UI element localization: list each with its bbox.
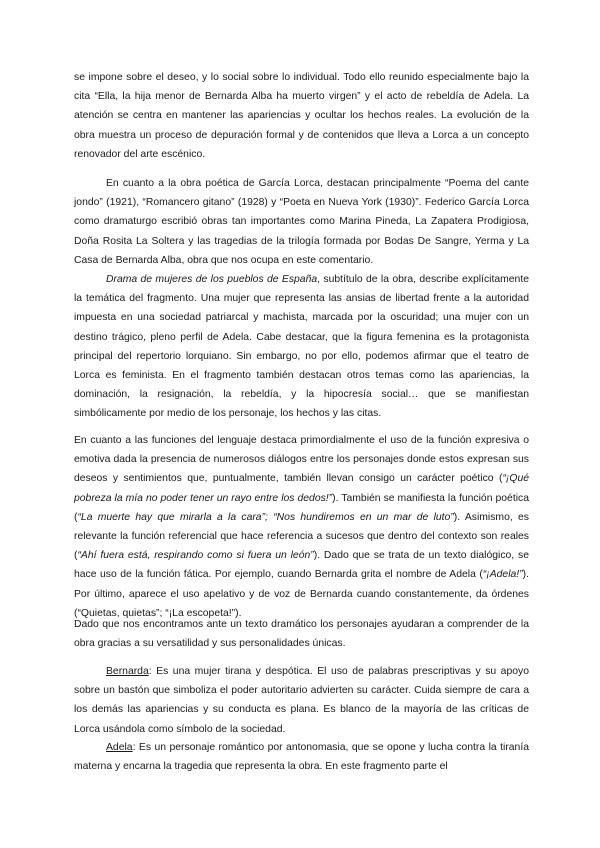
character-name-bernarda: Bernarda xyxy=(106,666,149,677)
lf-text-g: ). Dado que se trata de un texto dialógico, se hace uso de la función fática. Por ejemplo, cuando Bernarda grita el nombre de Adela ( xyxy=(74,550,530,581)
character-name-adela: Adela xyxy=(106,742,133,753)
adela-description: : Es un personaje romántico por antonomasia, que se opone y lucha contra la tiranía materna y encarna la tragedia que representa la obra. En este fragmento parte el xyxy=(74,742,529,773)
bernarda-description: : Es una mujer tirana y despótica. El uso de palabras prescriptivas y su apoyo sobre un bastón que simboliza el poder autoritario advierten su carácter. Cuida siempre de cara a los demás las apariencias y su conducta es plana. Es blanco de la mayoría de las críticas de Lorca usándola como símbolo de la sociedad. xyxy=(74,666,529,735)
paragraph-themes: se impone sobre el deseo, y lo social sobre lo individual. Todo ello reunido especialmente bajo la cita “Ella, la hija menor de Bernarda Alba ha muerto virgen” y el acto de rebeldía de Adela. La atención se centra en mantener las apariencias y ocultar los hechos reales. La evolución de la obra muestra un proceso de depuración formal y de contenidos que lleva a Lorca a un concepto renovador del arte escénico. xyxy=(74,72,529,160)
lf-text-i: ). Por último, aparece el uso apelativo y de voz de Bernarda cuando constantemente, da órdenes (“Quietas, quietas”; “¡La escopeta!”). xyxy=(74,569,529,619)
paragraph-poetic-work: En cuanto a la obra poética de García Lorca, destacan principalmente “Poema del cante jondo” (1921), “Romancero gitano” (1928) y “Poeta en Nueva York (1930)”. Federico García Lorca como dramaturgo escribió obras tan importantes como Marina Pineda, La Zapatera Prodigiosa, Doña Rosita La Soltera y las tragedias de la trilogía formada por Bodas De Sangre, Yerma y La Casa de Bernarda Alba, obra que nos ocupa en este comentario. xyxy=(74,178,529,266)
lf-quote-1: “¡Qué pobreza la mía no poder tener un rayo entre los dedos!” xyxy=(74,473,529,504)
subtitle-italic: Drama de mujeres de los pueblos de España xyxy=(106,274,318,285)
lf-text-a: En cuanto a las funciones del lenguaje destaca primordialmente el uso de la función expresiva o emotiva dada la presencia de numerosos diálogos entre los personajes donde estos expresan sus deseos y sentimientos que, puntualmente, también llevan consigo un carácter poético ( xyxy=(74,435,529,485)
paragraph-bernarda xyxy=(74,662,529,739)
subtitle-rest: , subtítulo de la obra, describe explícitamente la temática del fragmento. Una mujer que representa las ansias de libertad frente a la autoridad impuesta en una sociedad patriarcal y machista, marcada por la oscuridad; una mujer con un destino trágico, pleno perfil de Adela. Cabe destacar, que la figura femenina es la protagonista principal del repertorio lorquiano. Sin embargo, no por ello, podemos afirmar que el teatro de Lorca es feminista. En el fragmento también destacan otros temas como las apariencias, la dominación, la resignación, la rebeldía, y la hipocresía social… que se manifiestan simbólicamente por medio de los personaje, los hechos y las citas. xyxy=(74,274,529,420)
lf-quote-3: “Ahí fuera está, respirando como si fuera un león” xyxy=(77,550,314,562)
paragraph-adela xyxy=(74,738,529,776)
paragraph-characters-intro: Dado que nos encontramos ante un texto dramático los personajes ayudaran a comprender de la obra gracias a su versatilidad y sus personalidades únicas. xyxy=(74,619,529,650)
lf-quote-4: “¡Adela!” xyxy=(482,569,523,581)
lf-text-e: ). Asimismo, es relevante la función referencial que hace referencia a sucesos que dentro del contexto son reales ( xyxy=(74,511,529,562)
paragraph-language-functions xyxy=(74,431,529,623)
lf-text-c: ). También se manifiesta la función poética ( xyxy=(74,492,529,523)
paragraph-subtitle xyxy=(74,270,529,424)
lf-quote-2: “La muerte hay que mirarla a la cara”; “Nos hundiremos en un mar de luto” xyxy=(77,511,454,523)
